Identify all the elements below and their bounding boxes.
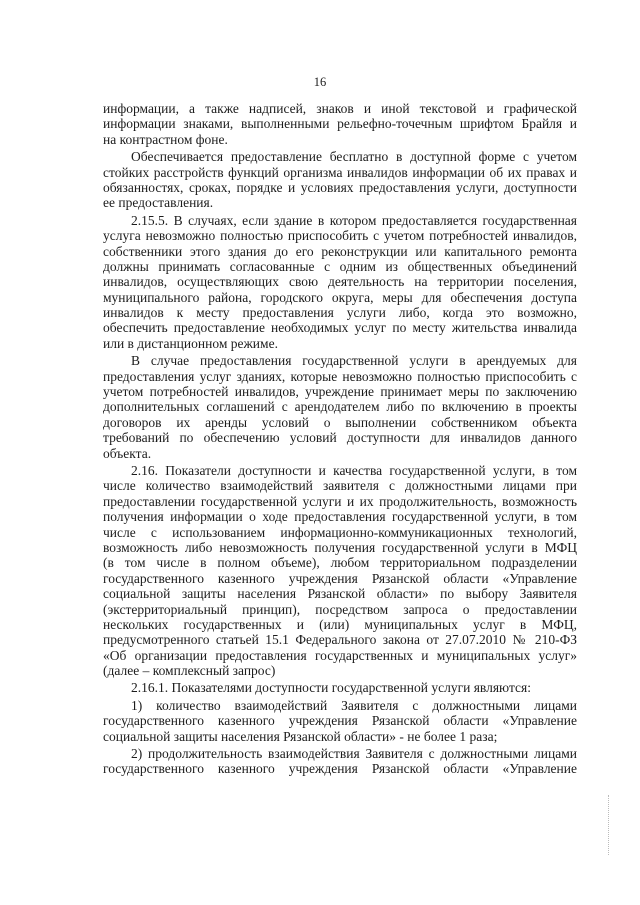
text-line: «Об организации предоставления государственных и муниципальных услуг»	[103, 647, 577, 663]
text-line: собственники этого здания до его реконструкции или капитального ремонта	[103, 243, 577, 259]
paragraph	[103, 463, 577, 678]
text-line: должны принимать согласованные с одним из общественных объединений	[103, 258, 577, 274]
text-line: В случае предоставления государственной услуги в арендуемых для	[131, 353, 577, 369]
text-line: (экстерриториальный принцип), посредством запроса о предоставлении	[103, 601, 577, 617]
paragraph	[103, 680, 577, 695]
text-line: требований по обеспечению условий доступности для инвалидов данного	[103, 430, 577, 446]
paragraph	[103, 698, 577, 744]
text-line: числе с использованием информационно-коммуникационных технологий,	[103, 524, 577, 540]
text-line: 2.16.1. Показателями доступности государственной услуги являются:	[131, 680, 531, 696]
text-line: учетом потребностей инвалидов, учреждение принимает меры по заключению	[103, 384, 577, 400]
paragraph	[103, 353, 577, 461]
text-line: социальной защиты населения Рязанской области» по выбору Заявителя	[103, 586, 577, 602]
page-number: 16	[313, 75, 327, 89]
text-line: дополнительных соглашений с арендодателем либо по включению в проекты	[103, 399, 577, 415]
text-line: муниципального района, городского округа, меры для обеспечения доступа	[103, 289, 577, 305]
text-line: предусмотренного статьей 15.1 Федерального закона от 27.07.2010 № 210-ФЗ	[103, 632, 577, 648]
text-line: Обеспечивается предоставление бесплатно в доступной форме с учетом	[131, 149, 577, 165]
text-line: предоставлении государственной услуги и их продолжительность, возможность	[103, 493, 577, 509]
text-line: 2) продолжительность взаимодействия Заявителя с должностными лицами	[131, 746, 577, 762]
text-line: возможность либо невозможность получения государственной услуги в МФЦ	[103, 539, 577, 555]
text-line: социальной защиты населения Рязанской области» - не более 1 раза;	[103, 728, 498, 744]
text-line: ее предоставления.	[103, 195, 214, 211]
text-line: предоставления услуг зданиях, которые невозможно полностью приспособить с	[103, 368, 577, 384]
text-line: обеспечить предоставление необходимых услуг по месту жительства инвалида	[103, 320, 577, 336]
text-line: инвалидов к месту предоставления услуги либо, когда это возможно,	[103, 305, 577, 321]
text-line: услуга невозможно полностью приспособить с учетом потребностей инвалидов,	[103, 228, 577, 244]
text-line: информации знаками, выполненными рельефно-точечным шрифтом Брайля и	[103, 116, 577, 132]
text-line: на контрастном фоне.	[103, 131, 228, 147]
text-line: государственного казенного учреждения Рязанской области «Управление	[103, 713, 577, 729]
paragraph	[103, 101, 577, 147]
paragraph	[103, 213, 577, 352]
text-line: стойких расстройств функций организма инвалидов информации об их правах и	[103, 164, 577, 180]
text-line: или в дистанционном режиме.	[103, 335, 278, 351]
text-line: (далее – комплексный запрос)	[103, 663, 276, 679]
text-line: 2.16. Показатели доступности и качества государственной услуги, в том	[131, 462, 577, 478]
text-line: обязанностях, сроках, порядке и условиях предоставления услуги, доступности	[103, 179, 577, 195]
text-line: объекта.	[103, 445, 152, 461]
scan-edge-mark	[608, 795, 610, 855]
text-line: (в том числе в полном объеме), любом территориальном подразделении	[103, 555, 577, 571]
text-line: государственного казенного учреждения Рязанской области «Управление	[103, 761, 577, 777]
text-line: договоров их аренды условий о выполнении собственником объекта	[103, 414, 577, 430]
paragraph	[103, 149, 577, 211]
text-line: получения информации о ходе предоставления государственной услуги, в том	[103, 509, 577, 525]
text-line: числе количество взаимодействий заявителя с должностными лицами при	[103, 478, 577, 494]
document-body	[103, 101, 577, 779]
paragraph	[103, 746, 577, 777]
text-line: инвалидов, осуществляющих свою деятельность на территории поселения,	[103, 274, 577, 290]
text-line: информации, а также надписей, знаков и иной текстовой и графической	[103, 101, 577, 116]
text-line: государственного казенного учреждения Рязанской области «Управление	[103, 570, 577, 586]
text-line: 2.15.5. В случаях, если здание в котором предоставляется государственная	[131, 212, 577, 228]
text-line: 1) количество взаимодействий Заявителя с должностными лицами	[131, 697, 577, 713]
text-line: нескольких государственных и (или) муниципальных услуг в МФЦ,	[103, 616, 577, 632]
